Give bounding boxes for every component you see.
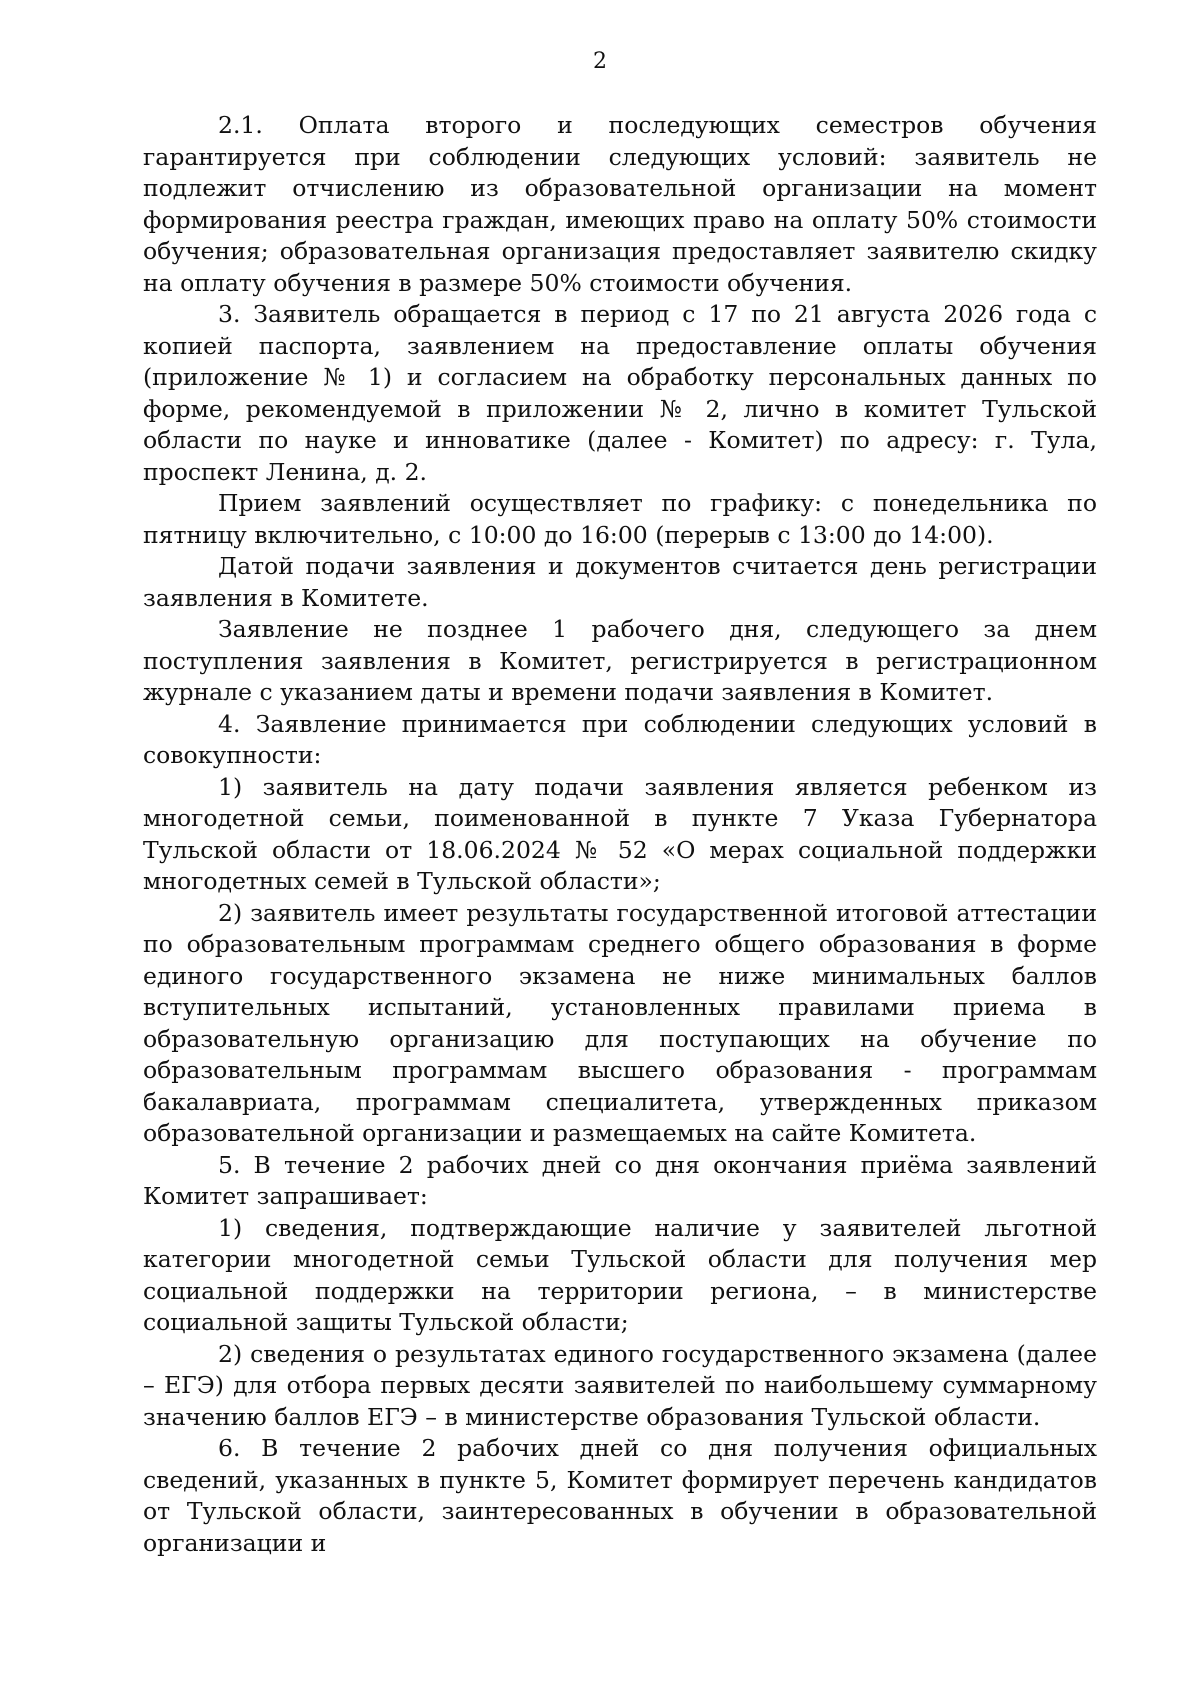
paragraph-submission-date: Датой подачи заявления и документов считается день регистрации заявления в Комитете. [143,552,1097,612]
paragraph-5-item-1: 1) сведения, подтверждающие наличие у заявителей льготной категории многодетной семьи Тульской области для получения мер социальной поддержки на территории региона, – в министерстве социальной защиты Тульской области; [143,1213,1097,1336]
page-number: 2 [593,49,607,74]
paragraph-3: 3. Заявитель обращается в период с 17 по 21 августа 2026 года с копией паспорта, заявлением на предоставление оплаты обучения (приложение № 1) и согласием на обработку персональных данных по форме, рекомендуемой в приложении № 2, лично в комитет Тульской области по науке и инноватике (далее - Комитет) по адресу: г. Тула, проспект Ленина, д. 2. [143,300,1097,486]
paragraph-4-item-1: 1) заявитель на дату подачи заявления является ребенком из многодетной семьи, поименованной в пункте 7 Указа Губернатора Тульской области от 18.06.2024 № 52 «О мерах социальной поддержки многодетных семей в Тульской области»; [143,772,1097,895]
paragraph-4: 4. Заявление принимается при соблюдении следующих условий в совокупности: [143,709,1097,769]
paragraph-registration: Заявление не позднее 1 рабочего дня, следующего за днем поступления заявления в Комитет, регистрируется в регистрационном журнале с указанием даты и времени подачи заявления в Комитет. [143,615,1097,706]
document-body [143,110,1097,1559]
paragraph-6: 6. В течение 2 рабочих дней со дня получения официальных сведений, указанных в пункте 5, Комитет формирует перечень кандидатов от Тульской области, заинтересованных в обучении в образовательной организации и [143,1434,1097,1557]
paragraph-5: 5. В течение 2 рабочих дней со дня окончания приёма заявлений Комитет запрашивает: [143,1150,1097,1210]
paragraph-5-item-2: 2) сведения о результатах единого государственного экзамена (далее – ЕГЭ) для отбора первых десяти заявителей по наибольшему суммарному значению баллов ЕГЭ – в министерстве образования Тульской области. [143,1339,1097,1431]
paragraph-4-item-2: 2) заявитель имеет результаты государственной итоговой аттестации по образовательным программам среднего общего образования в форме единого государственного экзамена не ниже минимальных баллов вступительных испытаний, установленных правилами приема в образовательную организацию для поступающих на обучение по образовательным программам высшего образования - программам бакалавриата, программам специалитета, утвержденных приказом образовательной организации и размещаемых на сайте Комитета. [143,898,1097,1147]
paragraph-2-1: 2.1. Оплата второго и последующих семестров обучения гарантируется при соблюдении следующих условий: заявитель не подлежит отчислению из образовательной организации на момент формирования реестра граждан, имеющих право на оплату 50% стоимости обучения; образовательная организация предоставляет заявителю скидку на оплату обучения в размере 50% стоимости обучения. [143,111,1097,297]
paragraph-schedule: Прием заявлений осуществляет по графику: с понедельника по пятницу включительно, с 10:00 до 16:00 (перерыв с 13:00 до 14:00). [143,489,1097,549]
